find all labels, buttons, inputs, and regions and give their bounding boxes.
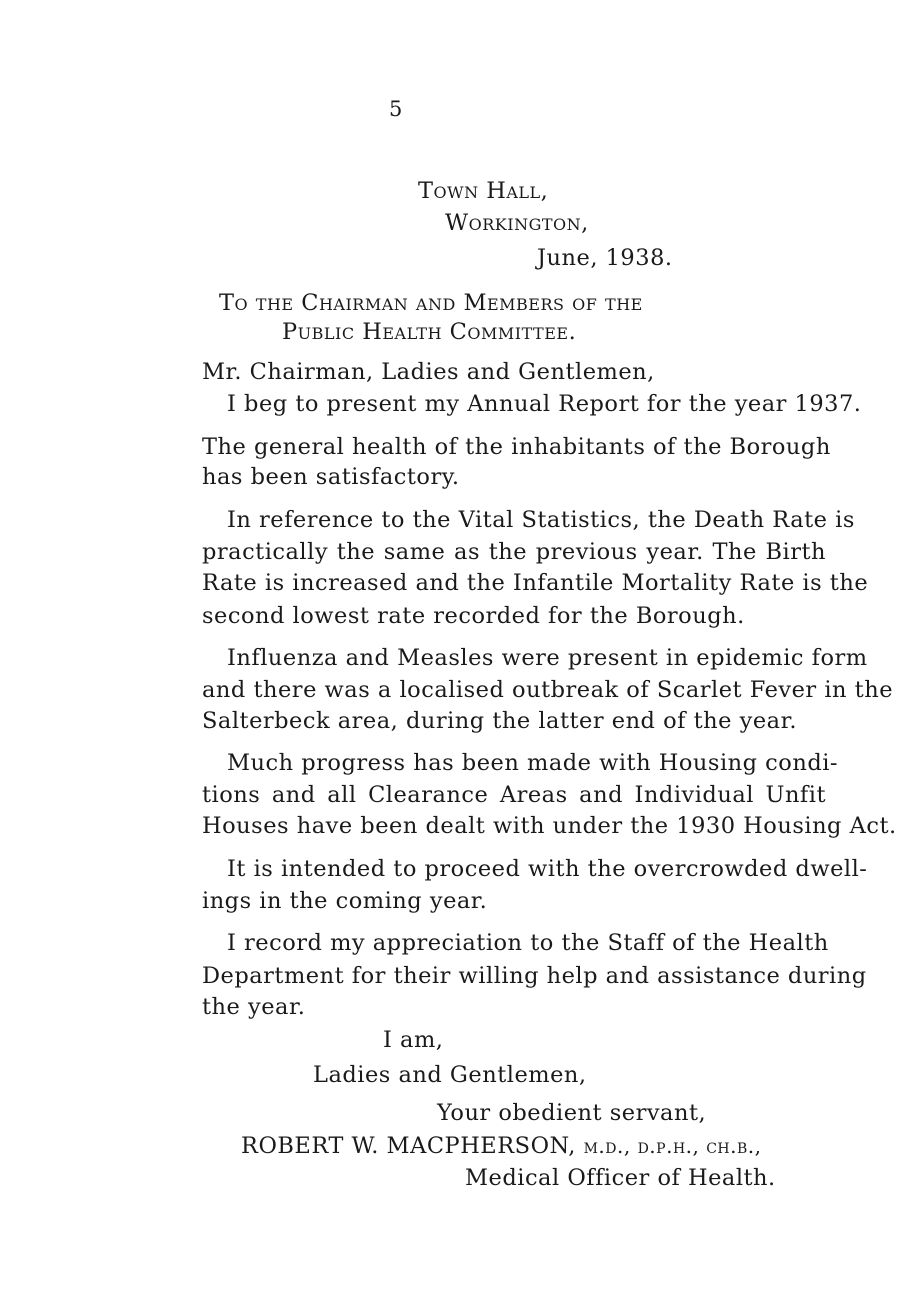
paragraph-6-line-2: ings in the coming year. xyxy=(202,888,488,914)
signatory-name: ROBERT W. MACPHERSON, xyxy=(241,1133,576,1159)
paragraph-2-line-1: The general health of the inhabitants of the Borough xyxy=(202,434,831,460)
paragraph-2-line-2: has been satisfactory. xyxy=(202,464,460,490)
paragraph-3-line-4: second lowest rate recorded for the Borough. xyxy=(202,603,745,629)
paragraph-1: I beg to present my Annual Report for the year 1937. xyxy=(227,391,862,417)
paragraph-3-line-1: In reference to the Vital Statistics, the Death Rate is xyxy=(227,507,855,533)
address-line-2: Workington, xyxy=(445,210,589,236)
paragraph-3-line-2: practically the same as the previous year. The Birth xyxy=(202,539,826,565)
address-line-1: Town Hall, xyxy=(418,178,549,204)
signature-line xyxy=(241,1131,762,1161)
letter-date: June, 1938. xyxy=(537,245,673,271)
paragraph-4-line-3: Salterbeck area, during the latter end of the year. xyxy=(202,708,798,734)
paragraph-5-line-2: tions and all Clearance Areas and Individual Unfit xyxy=(202,782,826,808)
closing-obedient-servant: Your obedient servant, xyxy=(437,1100,707,1126)
paragraph-7-line-2: Department for their willing help and assistance during xyxy=(202,963,867,989)
signatory-title: Medical Officer of Health. xyxy=(465,1165,776,1191)
paragraph-5-line-1: Much progress has been made with Housing condi- xyxy=(227,750,839,776)
signatory-degrees: m.d., d.p.h., ch.b., xyxy=(583,1134,762,1158)
paragraph-7-line-3: the year. xyxy=(202,994,306,1020)
paragraph-6-line-1: It is intended to proceed with the overcrowded dwell- xyxy=(227,856,868,882)
paragraph-4-line-1: Influenza and Measles were present in epidemic form xyxy=(227,645,868,671)
paragraph-7-line-1: I record my appreciation to the Staff of the Health xyxy=(227,930,829,956)
closing-ladies-gentlemen: Ladies and Gentlemen, xyxy=(313,1062,587,1088)
greeting: Mr. Chairman, Ladies and Gentlemen, xyxy=(202,359,655,385)
page-number: 5 xyxy=(389,97,403,121)
paragraph-5-line-3: Houses have been dealt with under the 1930 Housing Act. xyxy=(202,813,897,839)
closing-i-am: I am, xyxy=(383,1027,444,1053)
paragraph-4-line-2: and there was a localised outbreak of Scarlet Fever in the xyxy=(202,677,894,703)
addressee-line-1: To the Chairman and Members of the xyxy=(219,290,643,316)
paragraph-3-line-3: Rate is increased and the Infantile Mortality Rate is the xyxy=(202,570,869,596)
addressee-line-2: Public Health Committee. xyxy=(282,319,577,345)
